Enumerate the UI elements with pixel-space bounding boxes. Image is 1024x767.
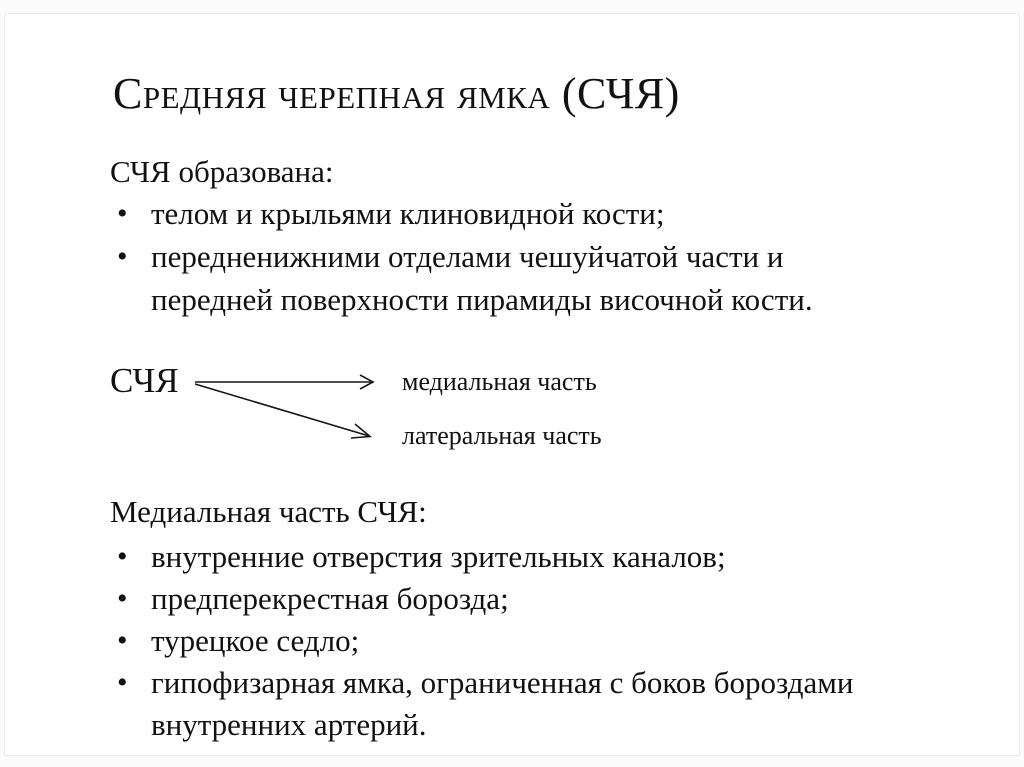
list-item: • турецкое седло; [110,620,860,662]
slide-title: Средняя черепная ямка (СЧЯ) [113,69,680,118]
branch-label-medial: медиальная часть [402,367,597,396]
list-item: • предперекрестная борозда; [110,578,860,620]
section-medial-list [110,536,860,746]
section-formed-list [110,192,860,321]
branch-arrows [188,364,388,449]
branch-label-lateral: латеральная часть [402,421,602,450]
list-item: • внутренние отверстия зрительных каналов; [110,536,860,578]
slide [4,13,1020,756]
list-item: • телом и крыльями клиновидной кости; [110,192,860,235]
list-item: • передненижними отделами чешуйчатой части и передней поверхности пирамиды височной кости. [110,235,860,321]
diagram-root-label: СЧЯ [110,361,179,400]
section-formed-heading: СЧЯ образована: [110,154,334,189]
arrow-to-lateral-part [195,384,370,438]
section-medial-heading: Медиальная часть СЧЯ: [110,494,427,529]
arrow-to-medial-part [195,375,373,389]
list-item: • гипофизарная ямка, ограниченная с боков бороздами внутренних артерий. [110,662,860,746]
